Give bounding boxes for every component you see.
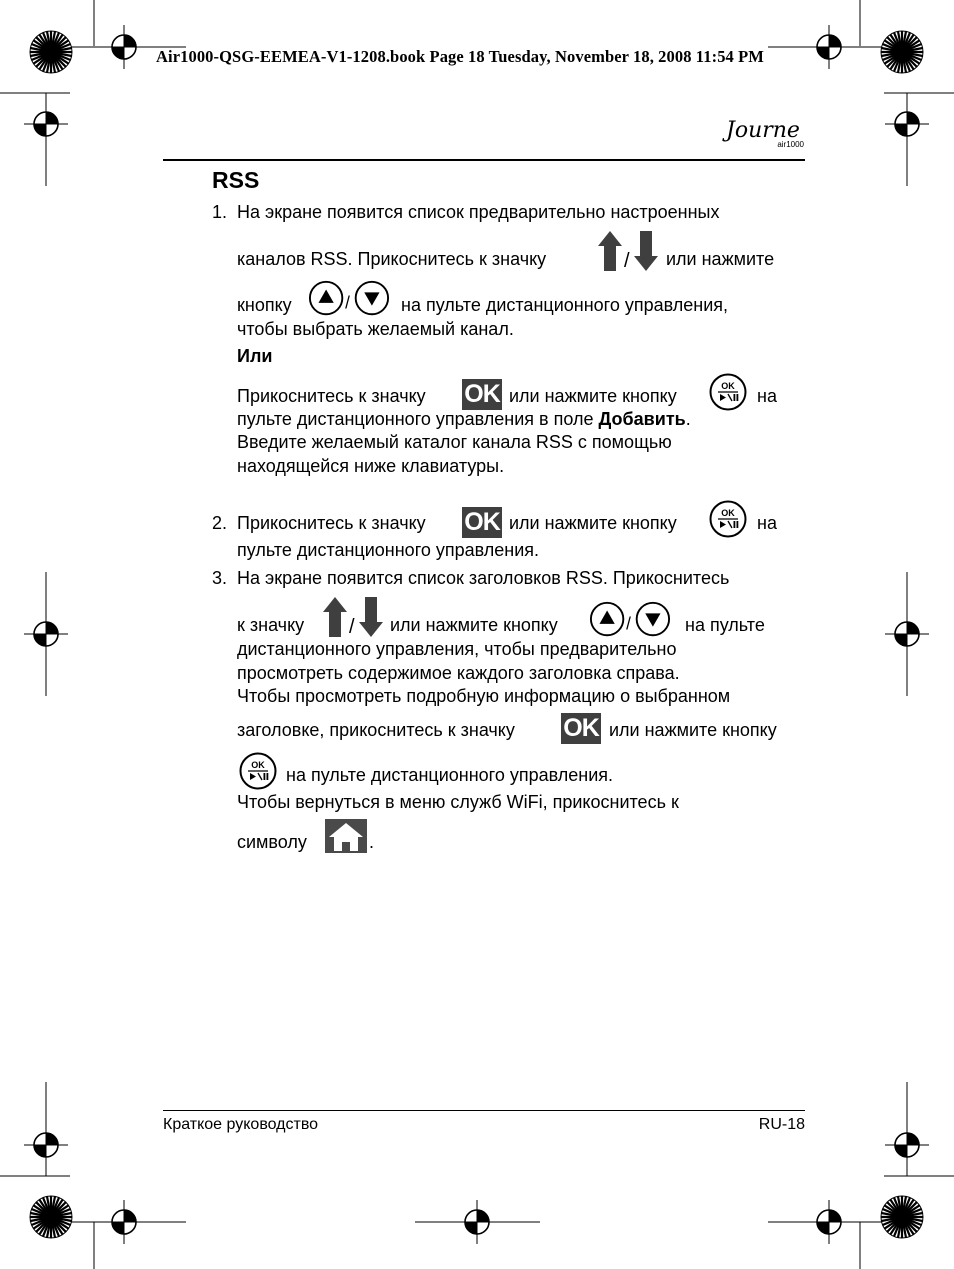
item1-line4: чтобы выбрать желаемый канал.: [237, 319, 514, 339]
item3-line2c: на пульте: [685, 615, 765, 635]
item1-line3a: кнопку: [237, 295, 292, 315]
item1-line5c: на: [757, 386, 777, 406]
svg-text:OK: OK: [251, 760, 265, 770]
item3-line9b: .: [369, 832, 375, 852]
item1-line8: находящейся ниже клавиатуры.: [237, 456, 505, 476]
ok-icon: OK: [462, 507, 502, 538]
footer-title: Краткое руководство: [163, 1116, 319, 1133]
item1-line2a: каналов RSS. Прикоснитесь к значку: [237, 249, 547, 269]
svg-text:/: /: [624, 250, 630, 272]
item3-line8: Чтобы вернуться в меню служб WiFi, прикоснитесь к: [237, 792, 679, 812]
item3-line3: дистанционного управления, чтобы предварительно: [237, 639, 677, 659]
item1-line6: [237, 408, 691, 430]
svg-text:/: /: [626, 613, 631, 634]
item-number: 1.: [212, 202, 228, 222]
svg-text:/: /: [345, 292, 350, 313]
svg-text:OK: OK: [721, 381, 735, 391]
item2-line1a: Прикоснитесь к значку: [237, 513, 426, 533]
item2-line2: пульте дистанционного управления.: [237, 540, 540, 560]
item3-line1: На экране появится список заголовков RSS. Прикоснитесь: [237, 568, 730, 588]
header-rule: [163, 159, 805, 161]
up-down-arrows-icon: [598, 229, 658, 273]
item3-line2a: к значку: [237, 615, 305, 635]
up-down-arrows-icon: [323, 595, 383, 639]
up-down-buttons-icon: [308, 279, 390, 319]
item1-line3b: на пульте дистанционного управления,: [401, 295, 729, 315]
journe-logo: [726, 112, 806, 160]
item3-line7: на пульте дистанционного управления.: [286, 765, 614, 785]
item2-line1c: на: [757, 513, 777, 533]
item1-line1: На экране появится список предварительно настроенных: [237, 202, 720, 222]
item1-or: Или: [237, 346, 273, 366]
item1-line5a: Прикоснитесь к значку: [237, 386, 426, 406]
item1-line5b: или нажмите кнопку: [509, 386, 677, 406]
up-down-buttons-icon: [589, 600, 671, 640]
ok-icon: OK: [561, 713, 601, 744]
home-icon: [325, 819, 367, 853]
item1-line6a: пульте дистанционного управления в поле: [237, 409, 594, 429]
item3-line4: просмотреть содержимое каждого заголовка справа.: [237, 663, 680, 683]
item3-line6a: заголовке, прикоснитесь к значку: [237, 720, 515, 740]
item2-line1b: или нажмите кнопку: [509, 513, 677, 533]
footer-rule: [163, 1110, 805, 1111]
item3-line5: Чтобы просмотреть подробную информацию о выбранном: [237, 686, 731, 706]
ok-play-button-icon: [709, 500, 747, 538]
item1-line2b: или нажмите: [666, 249, 775, 269]
logo-sub: air1000: [777, 140, 804, 149]
section-title: RSS: [212, 167, 260, 193]
ok-play-button-icon: [239, 752, 277, 790]
item3-line6b: или нажмите кнопку: [609, 720, 777, 740]
item1-line6c: .: [685, 409, 691, 429]
item3-line2b: или нажмите кнопку: [390, 615, 558, 635]
svg-text:OK: OK: [721, 508, 735, 518]
field-add: Добавить: [598, 409, 686, 429]
item3-line9a: символу: [237, 832, 307, 852]
item-number: 2.: [212, 513, 228, 533]
item-number: 3.: [212, 568, 228, 588]
item1-line7: Введите желаемый каталог канала RSS с помощью: [237, 432, 672, 452]
page-number: RU-18: [758, 1116, 805, 1133]
print-slug: Air1000-QSG-EEMEA-V1-1208.book Page 18 Tuesday, November 18, 2008 11:54 PM: [156, 47, 764, 66]
svg-text:/: /: [349, 616, 355, 638]
logo-script: Journe: [726, 118, 800, 143]
ok-play-button-icon: [709, 373, 747, 411]
ok-icon: OK: [462, 379, 502, 410]
